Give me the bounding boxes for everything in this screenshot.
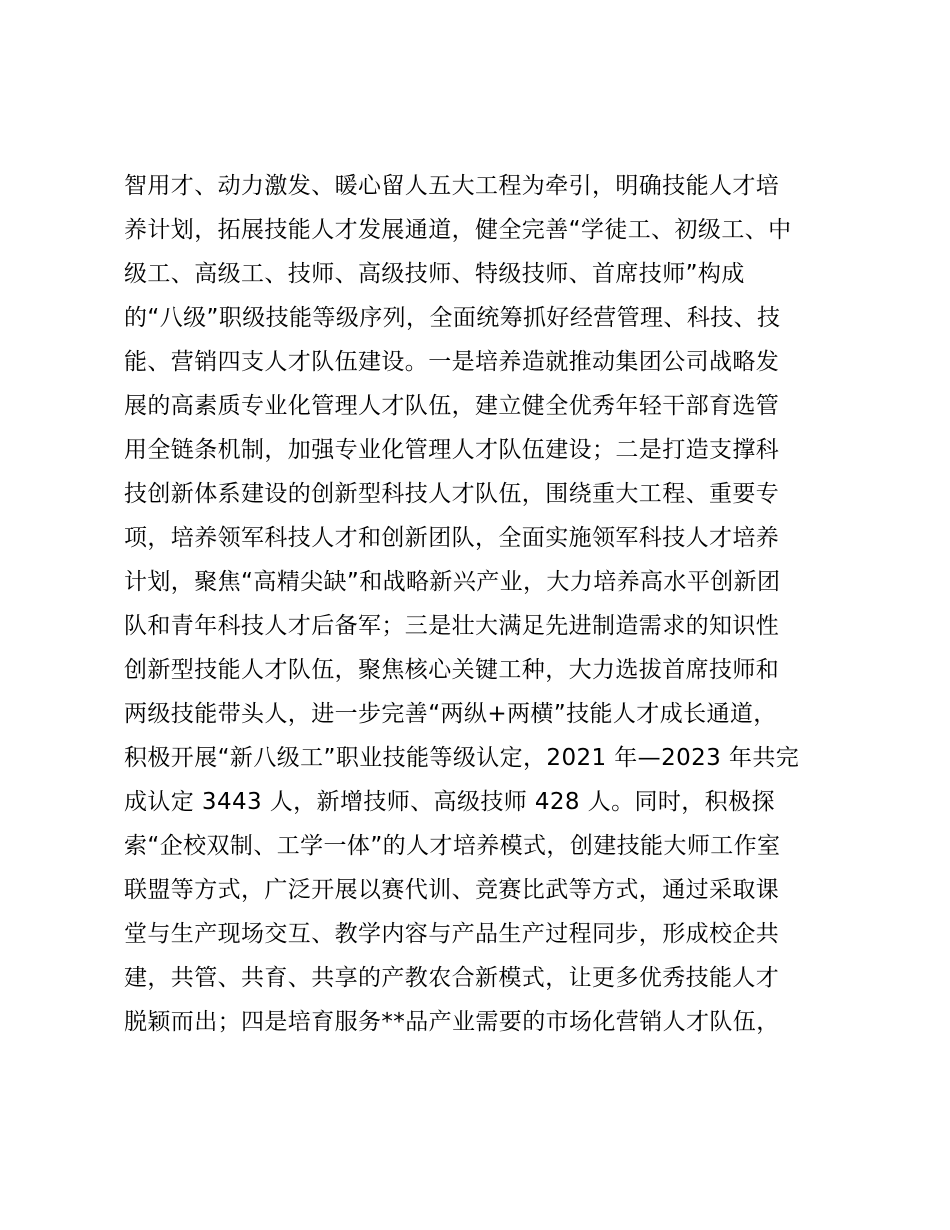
text-line: 积极开展“新八级工”职业技能等级认定，2021 年—2023 年共完 [124, 745, 800, 771]
text-line: 两级技能带头人，进一步完善“两纵+两横”技能人才成长通道， [124, 701, 777, 727]
text-line: 堂与生产现场交互、教学内容与产品生产过程同步，形成校企共 [124, 921, 780, 947]
text-line: 养计划，拓展技能人才发展通道，健全完善“学徒工、初级工、中 [124, 217, 792, 243]
text-line: 智用才、动力激发、暖心留人五大工程为牵引，明确技能人才培 [124, 173, 780, 199]
text-line: 联盟等方式，广泛开展以赛代训、竞赛比武等方式，通过采取课 [124, 877, 780, 903]
text-line: 索“企校双制、工学一体”的人才培养模式，创建技能大师工作室 [124, 833, 781, 859]
text-line: 技创新体系建设的创新型科技人才队伍，围绕重大工程、重要专 [124, 481, 780, 507]
body-paragraph [124, 164, 844, 1044]
text-line: 的“八级”职级技能等级序列，全面统筹抓好经营管理、科技、技 [124, 305, 781, 331]
text-line: 成认定 3443 人，新增技师、高级技师 428 人。同时，积极探 [124, 789, 775, 815]
text-line: 计划，聚焦“高精尖缺”和战略新兴产业，大力培养高水平创新团 [124, 569, 781, 595]
text-line: 创新型技能人才队伍，聚焦核心关键工种，大力选拔首席技师和 [124, 657, 780, 683]
text-line: 级工、高级工、技师、高级技师、特级技师、首席技师”构成 [124, 261, 745, 287]
text-line: 用全链条机制，加强专业化管理人才队伍建设；二是打造支撑科 [124, 437, 780, 463]
text-line: 建，共管、共育、共享的产教农合新模式，让更多优秀技能人才 [124, 965, 780, 991]
text-line: 能、营销四支人才队伍建设。一是培养造就推动集团公司战略发 [124, 349, 780, 375]
text-line: 队和青年科技人才后备军；三是壮大满足先进制造需求的知识性 [124, 613, 780, 639]
text-line: 项，培养领军科技人才和创新团队，全面实施领军科技人才培养 [124, 525, 780, 551]
text-line: 脱颖而出；四是培育服务**品产业需要的市场化营销人才队伍， [124, 1009, 780, 1035]
text-line: 展的高素质专业化管理人才队伍，建立健全优秀年轻干部育选管 [124, 393, 780, 419]
